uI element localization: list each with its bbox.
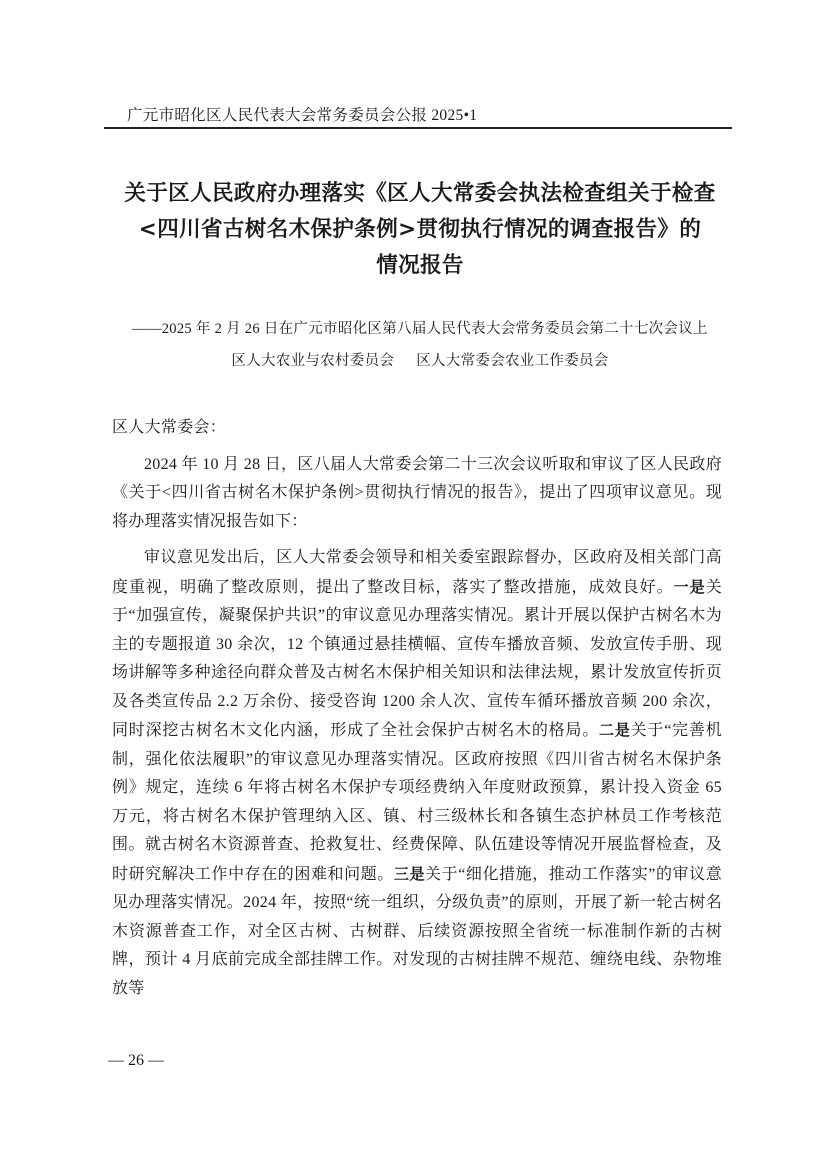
- organization-2: 区人大常委会农业工作委员会: [416, 353, 609, 369]
- page-number: — 26 —: [108, 1052, 164, 1069]
- header-divider: [104, 127, 732, 129]
- point-3-text: 关于“细化措施，推动工作落实”的审议意见办理落实情况。2024 年，按照“统一组织，分级负责”的原则，开展了新一轮古树名木资源普查工作，对全区古树、古树群、后续资源按照全省统一标准制作新的古树牌，预计 4 月底前完成全部挂牌工作。对发现的古树挂牌不规范、缠绕电线、杂物堆放等: [112, 865, 722, 997]
- meeting-subtitle: ——2025 年 2 月 26 日在广元市昭化区第八届人民代表大会常务委员会第二十七次会议上: [132, 321, 708, 337]
- salutation: 区人大常委会：: [112, 419, 227, 436]
- point-2-text: 关于“完善机制，强化依法履职”的审议意见办理落实情况。区政府按照《四川省古树名木保护条例》规定，连续 6 年将古树名木保护专项经费纳入年度财政预算，累计投入资金 65 万元，将古树名木保护管理纳入区、镇、村三级林长和各镇生态护林员工作考核范围。就古树名木资源普查、抢救复壮、经费保障、队伍建设等情况开展监督检查，及时研究解决工作中存在的困难和问题。: [112, 722, 722, 883]
- point-2-label: 二是: [599, 721, 631, 739]
- point-1-text: 关于“加强宣传，凝聚保护共识”的审议意见办理落实情况。累计开展以保护古树名木为主的专题报道 30 余次，12 个镇通过悬挂横幅、宣传车播放音频、发放宣传手册、现场讲解等多种途径向群众普及古树名木保护相关知识和法律法规，累计发放宣传折页及各类宣传品 2.2 万余份、接受咨询 1200 余人次、宣传车循环播放音频 200 余次，同时深挖古树名木文化内涵，形成了全社会保护古树名木的格局。: [112, 578, 722, 739]
- point-3-label: 三是: [393, 864, 426, 883]
- paragraph-2: [112, 544, 722, 1003]
- paragraph-1: 2024 年 10 月 28 日，区八届人大常委会第二十三次会议听取和审议了区人民政府《关于<四川省古树名木保护条例>贯彻执行情况的报告》，提出了四项审议意见。现将办理落实情况报告如下：: [112, 455, 722, 530]
- bulletin-header: 广元市昭化区人民代表大会常务委员会公报 2025•1: [127, 107, 478, 124]
- title-line-3: 情况报告: [376, 253, 464, 278]
- title-line-1: 关于区人民政府办理落实《区人大常委会执法检查组关于检查: [124, 181, 716, 206]
- reporting-organizations: [95, 349, 745, 373]
- report-title: [100, 176, 740, 284]
- organization-1: 区人大农业与农村委员会: [231, 353, 395, 369]
- point-1-label: 一是: [673, 577, 706, 596]
- report-body: [112, 414, 722, 1003]
- paragraph-2-intro: 审议意见发出后，区人大常委会领导和相关委室跟踪督办，区政府及相关部门高度重视，明确了整改原则，提出了整改目标，落实了整改措施，成效良好。: [112, 549, 722, 596]
- title-line-2: <四川省古树名木保护条例>贯彻执行情况的调查报告》的: [138, 217, 702, 242]
